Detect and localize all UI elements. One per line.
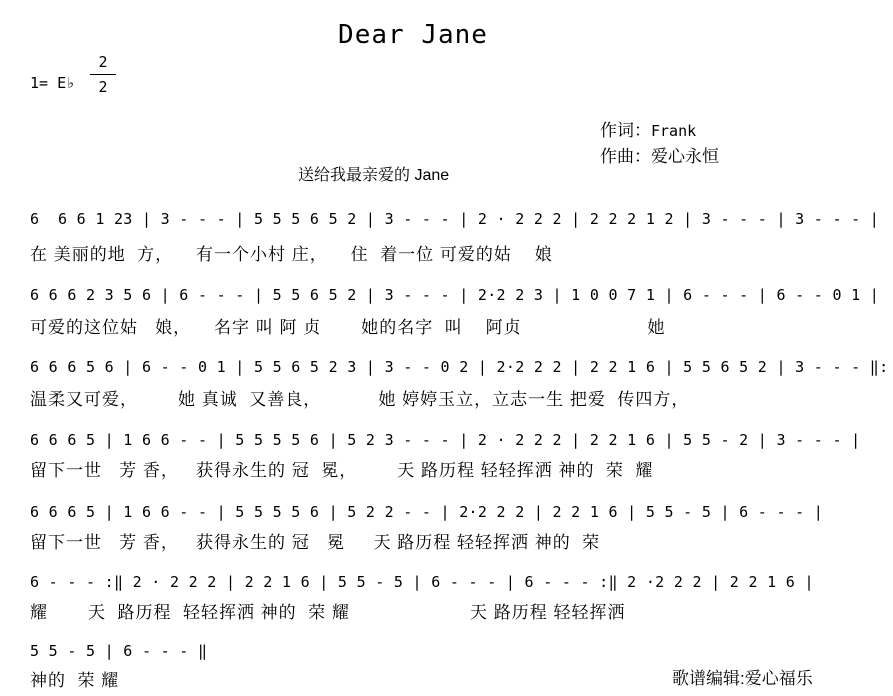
lyric-line: 神的 荣 耀 [30, 671, 120, 690]
notation-line: 6 6 6 5 6 | 6 - - 0 1 | 5 5 6 5 2 3 | 3 - - 0 2 | 2·2 2 2 | 2 2 1 6 | 5 5 6 5 2 | 3 - - - ‖: [30, 358, 889, 376]
lyric-line: 留下一世 芳 香， 获得永生的 冠 冕 天 路历程 轻轻挥洒 神的 荣 [30, 533, 601, 552]
composer-credit [600, 142, 719, 167]
lyric-line: 可爱的这位姑 娘， 名字 叫 阿 贞 她的名字 叫 阿贞 她 [30, 318, 666, 337]
notation-line: 6 6 6 2 3 5 6 | 6 - - - | 5 5 6 5 2 | 3 - - - | 2·2 2 3 | 1 0 0 7 1 | 6 - - - | 6 - - 0 1 | [30, 286, 880, 304]
lyric-line: 留下一世 芳 香， 获得永生的 冠 冕， 天 路历程 轻轻挥洒 神的 荣 耀 [30, 461, 654, 480]
meter-bottom: 2 [98, 78, 108, 96]
lyricist-credit [600, 116, 696, 141]
lyric-line: 耀 天 路历程 轻轻挥洒 神的 荣 耀 天 路历程 轻轻挥洒 [30, 603, 626, 622]
lyric-line: 温柔又可爱， 她 真诚 又善良， 她 婷婷玉立，立志一生 把爱 传四方， [30, 390, 690, 409]
score-editor-credit: 歌谱编辑:爱心福乐 [672, 669, 813, 688]
key-signature: 1= E♭ [30, 74, 76, 92]
notation-line: 6 - - - :‖ 2 · 2 2 2 | 2 2 1 6 | 5 5 - 5 | 6 - - - | 6 - - - :‖ 2 ·2 2 2 | 2 2 1 6 | [30, 573, 814, 591]
meter-divider [90, 74, 116, 75]
lyricist-name: Frank [651, 122, 697, 140]
time-signature [86, 52, 120, 97]
lyricist-label: 作词： [600, 121, 651, 140]
song-title: Dear Jane [338, 20, 488, 50]
notation-line: 6 6 6 5 | 1 6 6 - - | 5 5 5 5 6 | 5 2 3 - - - | 2 · 2 2 2 | 2 2 1 6 | 5 5 - 2 | 3 - - - | [30, 431, 861, 449]
lyric-line: 在 美丽的地 方， 有一个小村 庄， 住 着一位 可爱的姑 娘 [30, 245, 553, 264]
composer-label: 作曲： [600, 147, 651, 166]
dedication: 送给我最亲爱的 Jane [298, 167, 450, 184]
composer-name: 爱心永恒 [651, 147, 719, 166]
notation-line: 6 6 6 5 | 1 6 6 - - | 5 5 5 5 6 | 5 2 2 - - | 2·2 2 2 | 2 2 1 6 | 5 5 - 5 | 6 - - - | [30, 503, 824, 521]
meter-top: 2 [98, 53, 108, 71]
notation-line: 5 5 - 5 | 6 - - - ‖ [30, 642, 208, 660]
notation-line: 6 6 6 1 23 | 3 - - - | 5 5 5 6 5 2 | 3 - - - | 2 · 2 2 2 | 2 2 2 1 2 | 3 - - - | 3 - - - | [30, 210, 880, 228]
